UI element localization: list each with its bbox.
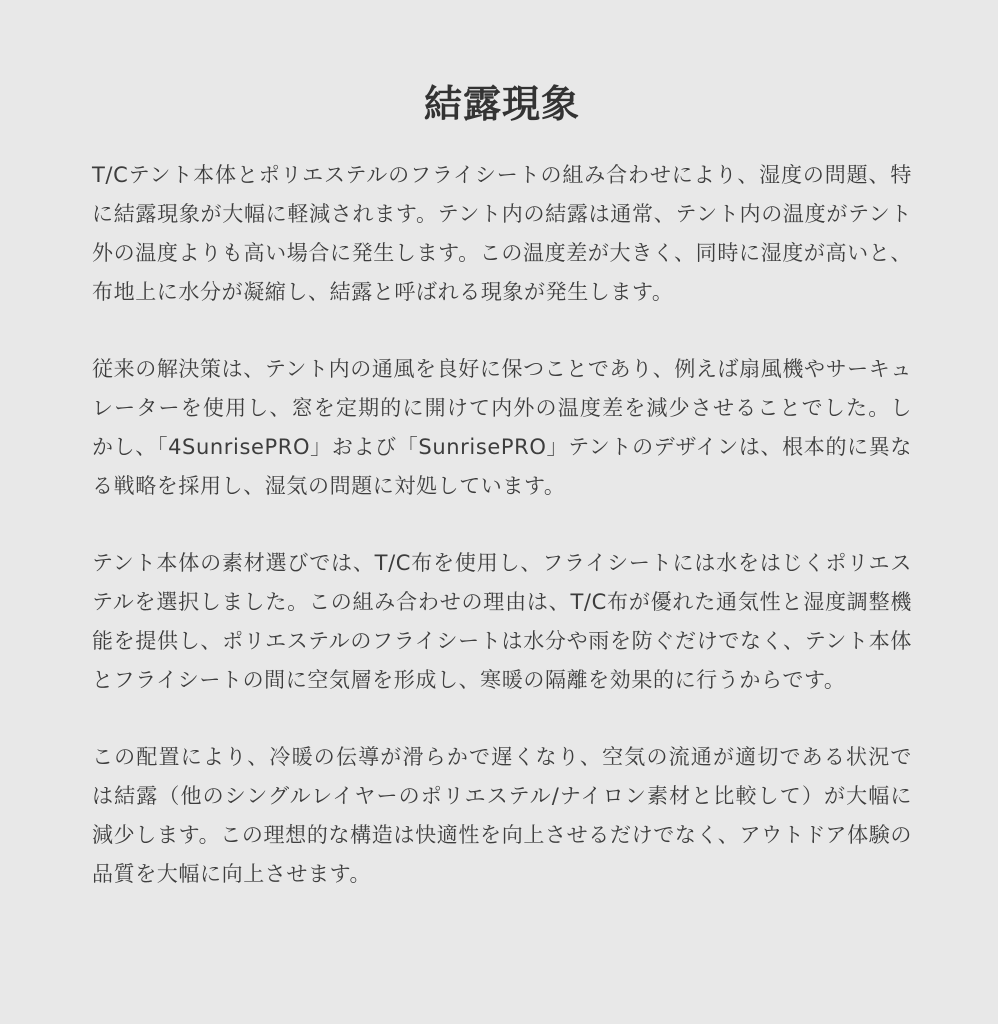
paragraph-2: 従来の解決策は、テント内の通風を良好に保つことであり、例えば扇風機やサーキュレーターを使用し、窓を定期的に開けて内外の温度差を減少させることでした。しかし、「4SunrisePRO」および「SunrisePRO」テントのデザインは、根本的に異なる戦略を採用し、湿気の問題に対処しています。	[92, 357, 912, 498]
paragraph-4: この配置により、冷暖の伝導が滑らかで遅くなり、空気の流通が適切である状況では結露（他のシングルレイヤーのポリエステル/ナイロン素材と比較して）が大幅に減少します。この理想的な構造は快適性を向上させるだけでなく、アウトドア体験の品質を大幅に向上させます。	[92, 745, 912, 886]
paragraph-3: テント本体の素材選びでは、T/C布を使用し、フライシートには水をはじくポリエステルを選択しました。この組み合わせの理由は、T/C布が優れた通気性と湿度調整機能を提供し、ポリエステルのフライシートは水分や雨を防ぐだけでなく、テント本体とフライシートの間に空気層を形成し、寒暖の隔離を効果的に行うからです。	[92, 551, 912, 692]
page-title: 結露現象	[423, 82, 580, 126]
paragraph-1: T/Cテント本体とポリエステルのフライシートの組み合わせにより、湿度の問題、特に結露現象が大幅に軽減されます。テント内の結露は通常、テント内の温度がテント外の温度よりも高い場合に発生します。この温度差が大きく、同時に湿度が高いと、布地上に水分が凝縮し、結露と呼ばれる現象が発生します。	[92, 163, 912, 304]
article-body	[92, 156, 912, 894]
